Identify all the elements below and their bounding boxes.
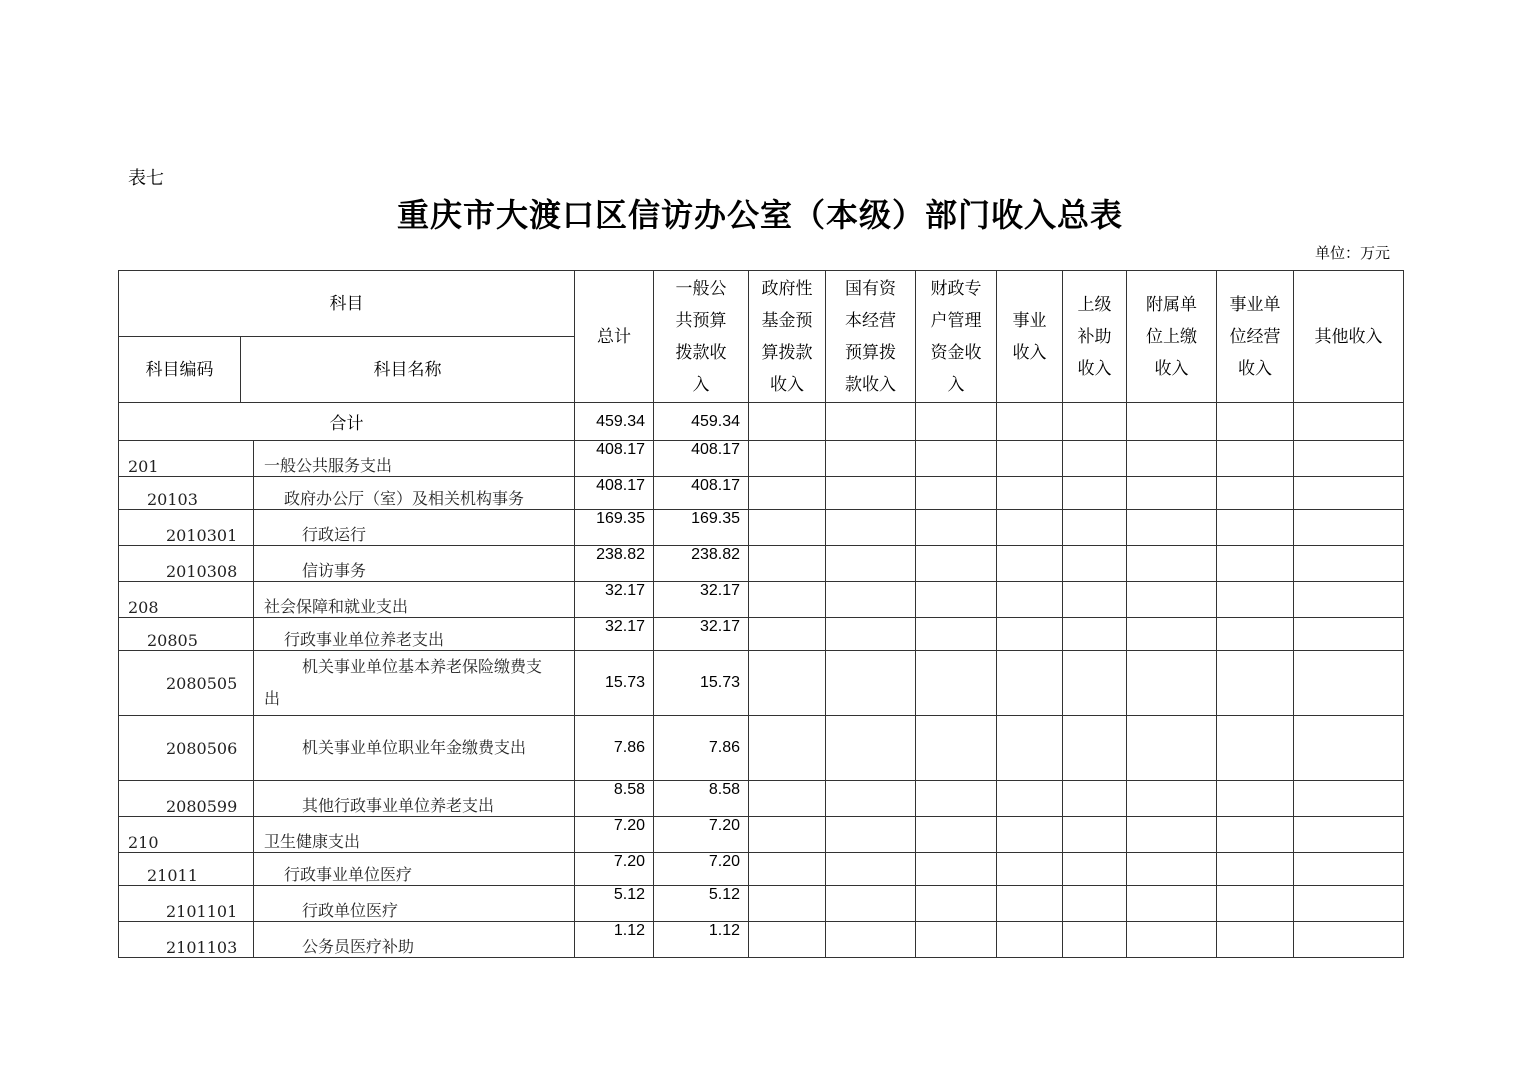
row-code: 21011 xyxy=(119,853,254,886)
row-total: 7.86 xyxy=(575,716,654,781)
empty-cell xyxy=(1127,817,1217,853)
empty-cell xyxy=(826,716,916,781)
row-general-budget: 7.20 xyxy=(654,853,749,886)
empty-cell xyxy=(1063,817,1127,853)
empty-cell xyxy=(749,922,826,958)
empty-cell xyxy=(826,510,916,546)
row-name: 信访事务 xyxy=(254,546,575,582)
row-general-budget: 169.35 xyxy=(654,510,749,546)
empty-cell xyxy=(1127,651,1217,716)
header-gov-fund xyxy=(749,271,826,403)
empty-cell xyxy=(826,582,916,618)
empty-cell xyxy=(1294,582,1404,618)
empty-cell xyxy=(997,441,1063,477)
table-row xyxy=(119,922,1404,958)
income-summary-table xyxy=(118,270,1404,958)
empty-cell xyxy=(1217,546,1294,582)
row-total: 7.20 xyxy=(575,853,654,886)
empty-cell xyxy=(1217,582,1294,618)
empty-cell xyxy=(1127,716,1217,781)
row-code: 2080506 xyxy=(119,716,254,781)
table-row xyxy=(119,510,1404,546)
empty-cell xyxy=(1063,922,1127,958)
empty-cell xyxy=(1063,716,1127,781)
empty-cell xyxy=(1294,781,1404,817)
row-general-budget: 1.12 xyxy=(654,922,749,958)
row-general-budget: 5.12 xyxy=(654,886,749,922)
empty-cell xyxy=(749,781,826,817)
row-general-budget: 7.86 xyxy=(654,716,749,781)
empty-cell xyxy=(916,853,997,886)
empty-cell xyxy=(1127,477,1217,510)
row-total: 32.17 xyxy=(575,582,654,618)
empty-cell xyxy=(1217,886,1294,922)
unit-label: 单位：万元 xyxy=(1314,244,1390,262)
empty-cell xyxy=(749,582,826,618)
empty-cell xyxy=(1063,651,1127,716)
empty-cell xyxy=(1217,510,1294,546)
empty-cell xyxy=(749,618,826,651)
empty-cell xyxy=(1217,441,1294,477)
row-name: 行政事业单位医疗 xyxy=(254,853,575,886)
empty-cell xyxy=(826,651,916,716)
row-general-budget: 15.73 xyxy=(654,651,749,716)
empty-cell xyxy=(1063,781,1127,817)
table-row xyxy=(119,477,1404,510)
empty-cell xyxy=(997,922,1063,958)
row-code: 201 xyxy=(119,441,254,477)
row-code: 210 xyxy=(119,817,254,853)
row-total: 1.12 xyxy=(575,922,654,958)
empty-cell xyxy=(826,853,916,886)
row-total: 238.82 xyxy=(575,546,654,582)
empty-cell xyxy=(1217,817,1294,853)
empty-cell xyxy=(916,441,997,477)
row-name: 卫生健康支出 xyxy=(254,817,575,853)
header-general-budget xyxy=(654,271,749,403)
empty-cell xyxy=(997,817,1063,853)
header-superior-subsidy xyxy=(1063,271,1127,403)
row-name: 机关事业单位基本养老保险缴费支出 xyxy=(254,651,575,716)
empty-cell xyxy=(997,716,1063,781)
row-code: 208 xyxy=(119,582,254,618)
empty-cell xyxy=(749,886,826,922)
row-general-budget: 408.17 xyxy=(654,441,749,477)
row-code: 2080599 xyxy=(119,781,254,817)
row-total: 5.12 xyxy=(575,886,654,922)
table-row xyxy=(119,716,1404,781)
page-title: 重庆市大渡口区信访办公室（本级）部门收入总表 xyxy=(396,196,1123,234)
header-gov-fund-text: 政府性基金预算拨款收入 xyxy=(761,278,813,394)
empty-cell xyxy=(1294,817,1404,853)
table-row xyxy=(119,651,1404,716)
empty-cell xyxy=(1217,716,1294,781)
empty-cell xyxy=(1294,618,1404,651)
header-business-income-text: 事业收入 xyxy=(1012,310,1047,362)
empty-cell xyxy=(826,781,916,817)
header-operating-income-text: 事业单位经营收入 xyxy=(1229,294,1281,378)
row-code: 20103 xyxy=(119,477,254,510)
row-general-budget: 408.17 xyxy=(654,477,749,510)
empty-cell xyxy=(826,618,916,651)
header-subject: 科目 xyxy=(119,271,575,337)
empty-cell xyxy=(1063,886,1127,922)
empty-cell xyxy=(916,886,997,922)
header-state-capital xyxy=(826,271,916,403)
empty-cell xyxy=(826,922,916,958)
empty-cell xyxy=(826,477,916,510)
summary-general-budget: 459.34 xyxy=(654,403,749,441)
row-general-budget: 7.20 xyxy=(654,817,749,853)
empty-cell xyxy=(916,922,997,958)
empty-cell xyxy=(1063,546,1127,582)
table-label: 表七 xyxy=(128,168,164,189)
row-code: 2080505 xyxy=(119,651,254,716)
empty-cell xyxy=(1063,853,1127,886)
header-total: 总计 xyxy=(575,271,654,403)
header-state-capital-text: 国有资本经营预算拨款收入 xyxy=(845,278,897,394)
empty-cell xyxy=(1063,441,1127,477)
empty-cell xyxy=(916,582,997,618)
row-total: 408.17 xyxy=(575,477,654,510)
empty-cell xyxy=(1127,853,1217,886)
empty-cell xyxy=(1217,651,1294,716)
summary-label: 合计 xyxy=(119,403,575,441)
empty-cell xyxy=(1063,510,1127,546)
empty-cell xyxy=(826,546,916,582)
header-superior-subsidy-text: 上级补助收入 xyxy=(1077,294,1112,378)
table-row xyxy=(119,781,1404,817)
row-code: 2101103 xyxy=(119,922,254,958)
empty-cell xyxy=(1294,651,1404,716)
table-row xyxy=(119,618,1404,651)
row-name: 行政事业单位养老支出 xyxy=(254,618,575,651)
row-general-budget: 32.17 xyxy=(654,618,749,651)
header-code: 科目编码 xyxy=(119,337,241,403)
empty-cell xyxy=(1217,477,1294,510)
table-row xyxy=(119,886,1404,922)
empty-cell xyxy=(916,510,997,546)
empty-cell xyxy=(1217,781,1294,817)
empty-cell xyxy=(1127,441,1217,477)
header-fiscal-special-text: 财政专户管理资金收入 xyxy=(930,278,982,394)
table-row xyxy=(119,817,1404,853)
empty-cell xyxy=(1294,441,1404,477)
header-fiscal-special xyxy=(916,271,997,403)
row-general-budget: 32.17 xyxy=(654,582,749,618)
header-affiliated-income-text: 附属单位上缴收入 xyxy=(1146,294,1198,378)
empty-cell xyxy=(997,781,1063,817)
summary-row xyxy=(119,403,1404,441)
empty-cell xyxy=(1294,886,1404,922)
empty-cell xyxy=(997,853,1063,886)
row-name: 行政单位医疗 xyxy=(254,886,575,922)
empty-cell xyxy=(997,510,1063,546)
empty-cell xyxy=(1063,582,1127,618)
empty-cell xyxy=(916,546,997,582)
empty-cell xyxy=(997,477,1063,510)
empty-cell xyxy=(916,716,997,781)
row-name: 公务员医疗补助 xyxy=(254,922,575,958)
row-name: 机关事业单位职业年金缴费支出 xyxy=(254,716,575,781)
table-row xyxy=(119,546,1404,582)
table-row xyxy=(119,853,1404,886)
empty-cell xyxy=(1127,781,1217,817)
empty-cell xyxy=(1127,618,1217,651)
empty-cell xyxy=(1063,477,1127,510)
row-total: 7.20 xyxy=(575,817,654,853)
header-business-income xyxy=(997,271,1063,403)
row-name: 政府办公厅（室）及相关机构事务 xyxy=(254,477,575,510)
header-operating-income xyxy=(1217,271,1294,403)
empty-cell xyxy=(1127,582,1217,618)
empty-cell xyxy=(916,477,997,510)
empty-cell xyxy=(1294,546,1404,582)
empty-cell xyxy=(749,853,826,886)
row-code: 20805 xyxy=(119,618,254,651)
empty-cell xyxy=(826,817,916,853)
row-general-budget: 238.82 xyxy=(654,546,749,582)
empty-cell xyxy=(1294,716,1404,781)
empty-cell xyxy=(1217,922,1294,958)
row-total: 8.58 xyxy=(575,781,654,817)
header-name: 科目名称 xyxy=(241,337,575,403)
empty-cell xyxy=(1063,618,1127,651)
empty-cell xyxy=(1217,853,1294,886)
row-total: 169.35 xyxy=(575,510,654,546)
empty-cell xyxy=(997,618,1063,651)
empty-cell xyxy=(749,546,826,582)
empty-cell xyxy=(749,441,826,477)
empty-cell xyxy=(1294,477,1404,510)
header-other-income: 其他收入 xyxy=(1294,271,1404,403)
row-total: 408.17 xyxy=(575,441,654,477)
empty-cell xyxy=(749,510,826,546)
row-general-budget: 8.58 xyxy=(654,781,749,817)
empty-cell xyxy=(1127,546,1217,582)
empty-cell xyxy=(997,546,1063,582)
empty-cell xyxy=(1127,886,1217,922)
header-general-budget-text: 一般公共预算拨款收入 xyxy=(675,278,727,394)
empty-cell xyxy=(997,582,1063,618)
empty-cell xyxy=(1127,510,1217,546)
summary-total: 459.34 xyxy=(575,403,654,441)
empty-cell xyxy=(1127,922,1217,958)
empty-cell xyxy=(749,817,826,853)
empty-cell xyxy=(997,886,1063,922)
header-affiliated-income xyxy=(1127,271,1217,403)
row-code: 2010308 xyxy=(119,546,254,582)
row-name: 行政运行 xyxy=(254,510,575,546)
empty-cell xyxy=(916,781,997,817)
table-row xyxy=(119,441,1404,477)
row-total: 15.73 xyxy=(575,651,654,716)
empty-cell xyxy=(997,651,1063,716)
empty-cell xyxy=(826,886,916,922)
row-total: 32.17 xyxy=(575,618,654,651)
empty-cell xyxy=(1294,922,1404,958)
row-name: 一般公共服务支出 xyxy=(254,441,575,477)
empty-cell xyxy=(916,651,997,716)
row-name: 其他行政事业单位养老支出 xyxy=(254,781,575,817)
row-code: 2101101 xyxy=(119,886,254,922)
empty-cell xyxy=(1294,510,1404,546)
row-code: 2010301 xyxy=(119,510,254,546)
empty-cell xyxy=(916,618,997,651)
table-row xyxy=(119,582,1404,618)
empty-cell xyxy=(749,651,826,716)
empty-cell xyxy=(916,817,997,853)
row-name: 社会保障和就业支出 xyxy=(254,582,575,618)
empty-cell xyxy=(749,477,826,510)
empty-cell xyxy=(749,716,826,781)
empty-cell xyxy=(1294,853,1404,886)
empty-cell xyxy=(826,441,916,477)
empty-cell xyxy=(1217,618,1294,651)
